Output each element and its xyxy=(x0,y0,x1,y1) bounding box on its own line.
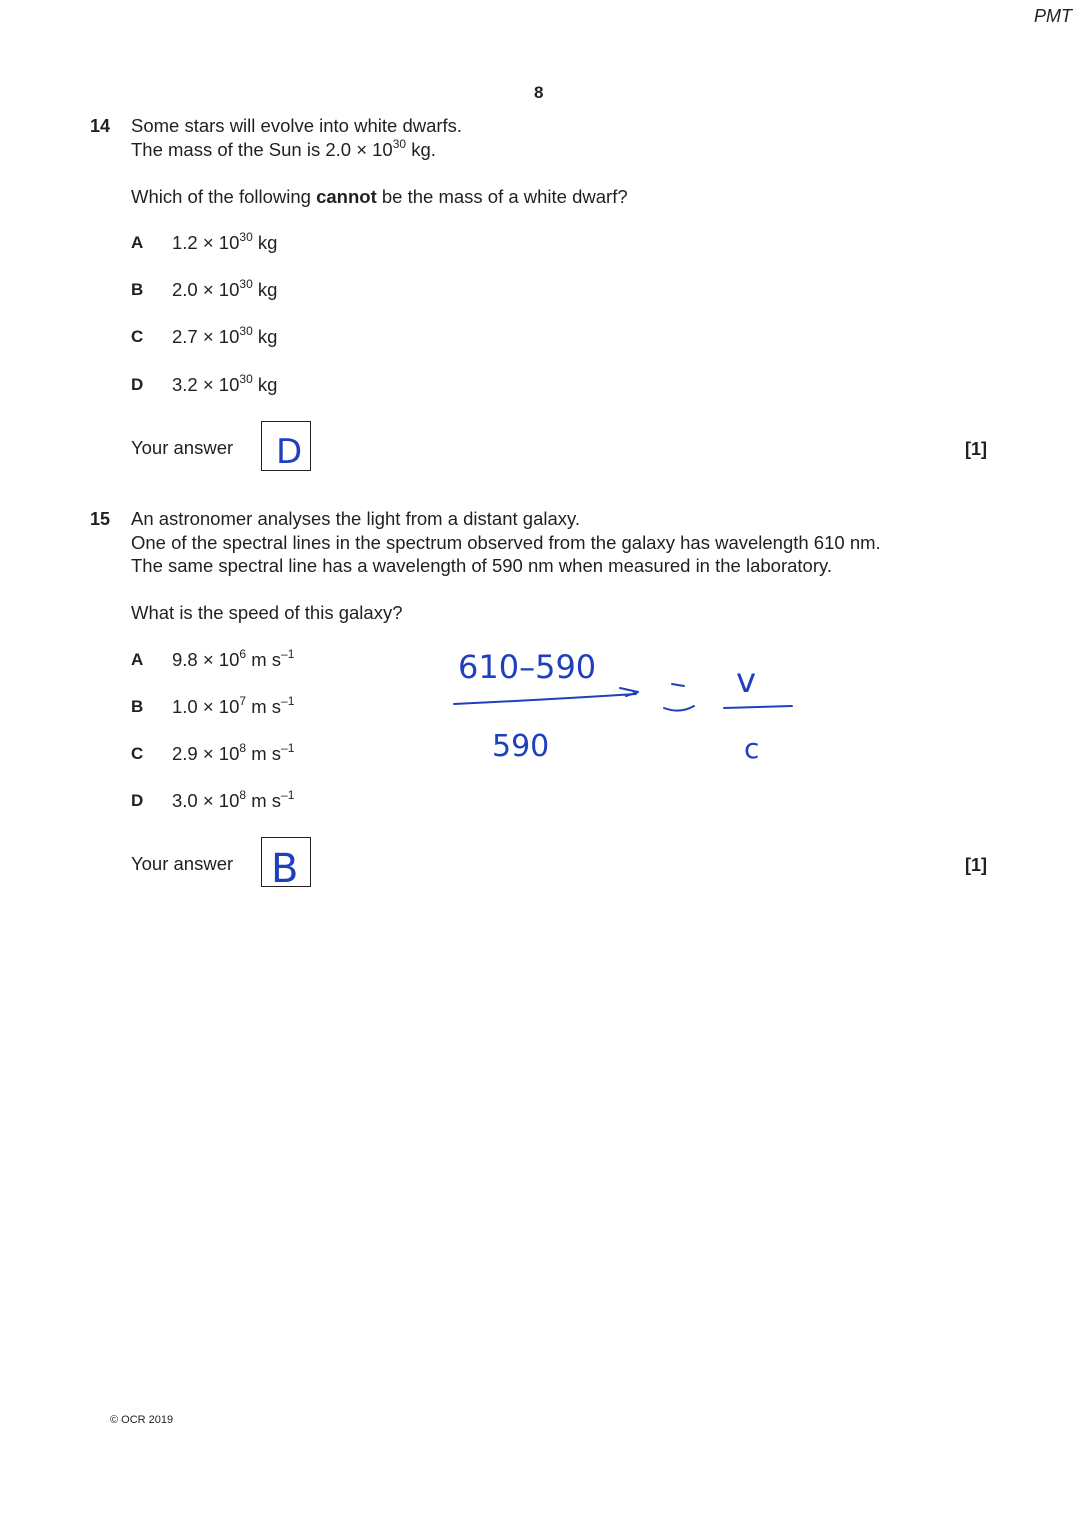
marks: [1] xyxy=(965,855,987,875)
option-value: $2.9 \times 10^8$ m $s^{-1}$ xyxy=(172,741,295,764)
handwritten-working xyxy=(440,630,810,780)
question-stem xyxy=(131,114,462,164)
option-letter: C xyxy=(131,744,144,763)
option-letter: D xyxy=(131,791,144,810)
rhs-fraction-line xyxy=(724,706,792,708)
working-numerator: 610–590 xyxy=(458,648,597,686)
working-denominator: 590 xyxy=(492,729,550,764)
option-letter: D xyxy=(131,375,144,394)
answer-box[interactable] xyxy=(261,837,311,887)
option-value: $9.8 \times 10^6$ m $s^{-1}$ xyxy=(172,647,295,670)
question-number: 15 xyxy=(90,509,111,529)
option-b xyxy=(131,697,143,717)
option-value: $3.2 \times 10^{30}$ kg xyxy=(172,372,278,395)
working-rhs-top: v xyxy=(736,661,757,701)
option-value: $2.7 \times 10^{30}$ kg xyxy=(172,324,278,347)
equals-top xyxy=(672,684,684,686)
fraction-line xyxy=(454,694,636,704)
marks: [1] xyxy=(965,439,987,459)
option-value: $3.0 \times 10^8$ m $s^{-1}$ xyxy=(172,788,295,811)
handwritten-answer xyxy=(262,838,310,886)
option-b xyxy=(131,280,143,300)
answer-box[interactable] xyxy=(261,421,311,471)
stem-line: An astronomer analyses the light from a distant galaxy. xyxy=(131,508,581,529)
option-letter: A xyxy=(131,233,144,252)
option-letter: B xyxy=(131,697,144,716)
option-d xyxy=(131,375,143,395)
working-rhs-bottom: c xyxy=(744,732,760,765)
copyright: © OCR 2019 xyxy=(110,1414,174,1426)
option-letter: A xyxy=(131,650,144,669)
stem-line: Some stars will evolve into white dwarfs. xyxy=(131,115,463,136)
stem-line: The same spectral line has a wavelength of 590 nm when measured in the laboratory. xyxy=(131,555,832,576)
option-c xyxy=(131,744,143,764)
option-value: $2.0 \times 10^{30}$ kg xyxy=(172,277,278,300)
equals-bottom xyxy=(664,706,694,711)
option-value: $1.0 \times 10^7$ m $s^{-1}$ xyxy=(172,694,295,717)
option-value: $1.2 \times 10^{30}$ kg xyxy=(172,230,278,253)
option-c xyxy=(131,327,143,347)
stem-line: The mass of the Sun is $2.0 \times 10^{30}$ kg. xyxy=(131,136,436,160)
option-letter: B xyxy=(131,280,144,299)
svg-text:B: B xyxy=(271,846,299,886)
answer-label: Your answer xyxy=(131,853,234,874)
question-prompt: What is the speed of this galaxy? xyxy=(131,602,403,623)
option-letter: C xyxy=(131,327,144,346)
answer-label: Your answer xyxy=(131,437,234,458)
option-a xyxy=(131,650,143,670)
question-number: 14 xyxy=(90,116,111,136)
option-a xyxy=(131,233,143,253)
page-number: 8 xyxy=(534,83,544,102)
option-d xyxy=(131,791,143,811)
handwritten-answer xyxy=(262,422,310,470)
stem-line: One of the spectral lines in the spectrum observed from the galaxy has wavelength 610 nm. xyxy=(131,531,881,553)
question-stem xyxy=(131,507,881,578)
question-prompt: Which of the following cannot be the mass of a white dwarf? xyxy=(131,186,628,207)
watermark: PMT xyxy=(1034,6,1072,26)
svg-text:D: D xyxy=(276,432,303,470)
